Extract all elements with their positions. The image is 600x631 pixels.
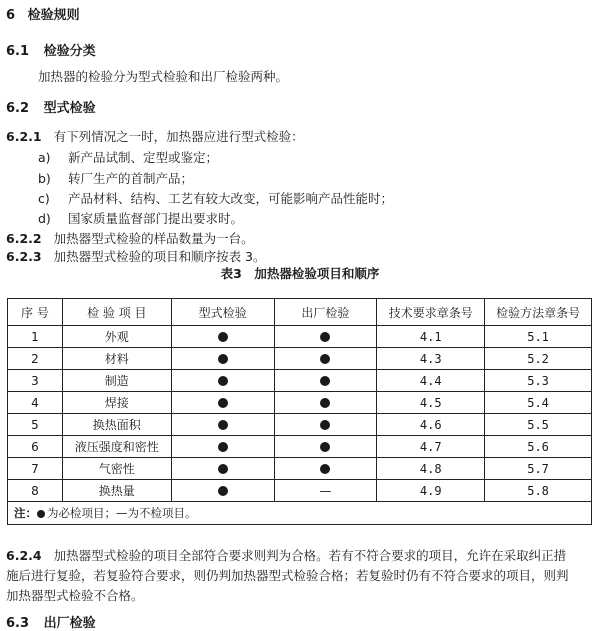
cell-no: 5 — [8, 414, 63, 436]
cell-item: 焊接 — [62, 392, 171, 414]
clause-number: 6.2.1 — [6, 129, 42, 144]
table-title: 表3 加热器检验项目和顺序 — [220, 266, 380, 281]
cell-requirement: 4.6 — [377, 414, 485, 436]
filled-dot-icon — [218, 354, 228, 364]
list-item — [38, 189, 393, 207]
note-prefix: 注： — [14, 506, 37, 520]
cell-type-test — [171, 370, 274, 392]
section-6-1-text: 加热器的检验分为型式检验和出厂检验两种。 — [38, 69, 289, 84]
cell-method: 5.4 — [485, 392, 592, 414]
clause-text-line: 加热器型式检验的项目全部符合要求则判为合格。若有不符合要求的项目，允许在采取纠正措 — [53, 548, 567, 563]
section-6-2-heading — [6, 97, 96, 116]
section-title: 型式检验 — [43, 101, 96, 116]
clause-number: 6.2.2 — [6, 231, 42, 246]
filled-dot-icon — [218, 376, 228, 386]
section-6-1-heading — [6, 40, 96, 59]
section-number: 6.1 — [6, 44, 30, 59]
cell-method: 5.5 — [485, 414, 592, 436]
filled-dot-icon — [218, 420, 228, 430]
filled-dot-icon — [320, 420, 330, 430]
cell-method: 5.3 — [485, 370, 592, 392]
filled-dot-icon — [320, 464, 330, 474]
cell-factory-test — [274, 414, 377, 436]
table-row — [8, 326, 592, 348]
cell-item: 材料 — [62, 348, 171, 370]
cell-type-test — [171, 458, 274, 480]
section-number: 6.2 — [6, 101, 30, 116]
table-row — [8, 370, 592, 392]
section-title: 出厂检验 — [43, 616, 96, 631]
cell-requirement: 4.4 — [377, 370, 485, 392]
clause-text-line: 施后进行复验，若复验符合要求，则仍判加热器型式检验合格；若复验时仍有不符合要求的项目，则判 — [6, 568, 569, 583]
section-title: 检验规则 — [27, 8, 80, 23]
clause-6-2-1 — [6, 127, 304, 145]
cell-item: 制造 — [62, 370, 171, 392]
list-text: 转厂生产的首制产品； — [67, 171, 193, 186]
filled-dot-icon — [218, 398, 228, 408]
header-type-test: 型式检验 — [171, 299, 274, 326]
list-text: 新产品试制、定型或鉴定； — [67, 150, 218, 165]
header-method-clause: 检验方法章条号 — [485, 299, 592, 326]
cell-no: 3 — [8, 370, 63, 392]
table-row — [8, 414, 592, 436]
filled-dot-icon — [218, 464, 228, 474]
filled-dot-icon — [218, 332, 228, 342]
clause-text: 有下列情况之一时，加热器应进行型式检验： — [53, 129, 304, 144]
cell-item: 外观 — [62, 326, 171, 348]
section-number: 6 — [6, 8, 16, 23]
table-row — [8, 348, 592, 370]
cell-method: 5.2 — [485, 348, 592, 370]
list-marker: d) — [38, 211, 51, 226]
cell-item: 换热面积 — [62, 414, 171, 436]
list-marker: c) — [38, 191, 50, 206]
cell-factory-test — [274, 458, 377, 480]
filled-dot-icon — [218, 486, 228, 496]
cell-method: 5.6 — [485, 436, 592, 458]
cell-type-test — [171, 480, 274, 502]
list-item — [38, 148, 218, 166]
filled-dot-icon — [320, 376, 330, 386]
cell-factory-test — [274, 370, 377, 392]
cell-type-test — [171, 392, 274, 414]
clause-text-line: 加热器型式检验不合格。 — [6, 588, 144, 603]
list-marker: b) — [38, 171, 51, 186]
section-6-3-heading — [6, 612, 96, 631]
table-row — [8, 458, 592, 480]
clause-text: 加热器型式检验的项目和顺序按表 3。 — [53, 249, 266, 264]
header-factory-test: 出厂检验 — [274, 299, 377, 326]
filled-dot-icon — [320, 354, 330, 364]
cell-factory-test: — — [274, 480, 377, 502]
clause-6-2-2 — [6, 229, 254, 247]
cell-item: 液压强度和密性 — [62, 436, 171, 458]
cell-item: 气密性 — [62, 458, 171, 480]
cell-factory-test — [274, 436, 377, 458]
cell-factory-test — [274, 326, 377, 348]
section-number: 6.3 — [6, 616, 30, 631]
section-6-heading — [6, 4, 80, 23]
list-text: 国家质量监督部门提出要求时。 — [67, 211, 243, 226]
cell-type-test — [171, 436, 274, 458]
clause-6-2-3 — [6, 247, 266, 265]
header-item: 检 验 项 目 — [62, 299, 171, 326]
cell-requirement: 4.9 — [377, 480, 485, 502]
header-requirement-clause: 技术要求章条号 — [377, 299, 485, 326]
cell-no: 1 — [8, 326, 63, 348]
list-text: 产品材料、结构、工艺有较大改变，可能影响产品性能时； — [67, 191, 393, 206]
cell-type-test — [171, 414, 274, 436]
cell-requirement: 4.8 — [377, 458, 485, 480]
clause-6-2-4 — [6, 546, 566, 564]
cell-no: 8 — [8, 480, 63, 502]
cell-no: 6 — [8, 436, 63, 458]
table-row — [8, 480, 592, 502]
clause-number: 6.2.3 — [6, 249, 42, 264]
header-no: 序 号 — [8, 299, 63, 326]
cell-method: 5.7 — [485, 458, 592, 480]
cell-no: 4 — [8, 392, 63, 414]
cell-requirement: 4.5 — [377, 392, 485, 414]
table-row — [8, 436, 592, 458]
list-item — [38, 209, 243, 227]
filled-dot-icon — [37, 510, 45, 518]
cell-factory-test — [274, 348, 377, 370]
filled-dot-icon — [218, 442, 228, 452]
table-note-row — [8, 502, 592, 525]
filled-dot-icon — [320, 332, 330, 342]
cell-requirement: 4.3 — [377, 348, 485, 370]
cell-method: 5.8 — [485, 480, 592, 502]
cell-requirement: 4.7 — [377, 436, 485, 458]
clause-text: 加热器型式检验的样品数量为一台。 — [53, 231, 254, 246]
section-title: 检验分类 — [43, 44, 96, 59]
cell-no: 7 — [8, 458, 63, 480]
note-text: 为必检项目；—为不检项目。 — [47, 506, 197, 520]
filled-dot-icon — [320, 442, 330, 452]
cell-method: 5.1 — [485, 326, 592, 348]
list-item — [38, 169, 193, 187]
cell-requirement: 4.1 — [377, 326, 485, 348]
list-marker: a) — [38, 150, 51, 165]
cell-no: 2 — [8, 348, 63, 370]
table-note — [8, 502, 592, 525]
cell-factory-test — [274, 392, 377, 414]
clause-number: 6.2.4 — [6, 548, 42, 563]
cell-type-test — [171, 348, 274, 370]
filled-dot-icon — [320, 398, 330, 408]
table-row — [8, 392, 592, 414]
table-header-row — [8, 299, 592, 326]
cell-item: 换热量 — [62, 480, 171, 502]
cell-type-test — [171, 326, 274, 348]
inspection-table — [7, 298, 592, 525]
